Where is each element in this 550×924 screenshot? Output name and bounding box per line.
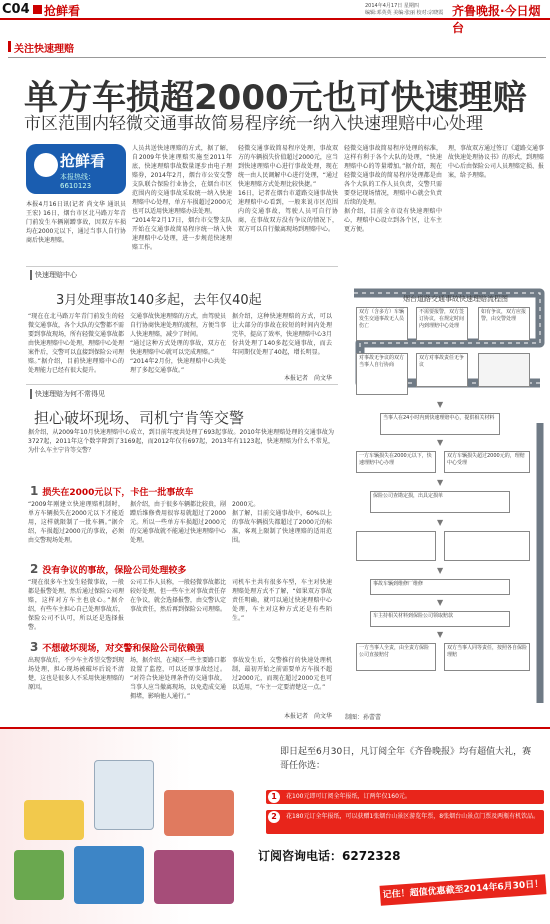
byline: 本报记者 尚文华 [283,375,332,382]
hotline-badge [26,144,126,194]
subsection-number: 3 [30,640,39,654]
flow-step: 双方当事人同等责任，按照各自保险理赔 [444,643,530,671]
section-column: 出现事故后，不少车主希望交警到现场处理，担心现场被破坏后说不清楚，这也是很多人不采用快速理赔的原因。 [28,657,124,691]
gift-image [154,850,234,904]
article-column-5: 理，事故双方通过签订《道路交通事故快速处理协议书》的形式，到理赔中心后由保险公司人员理赔定损、报案，给予理赔。 [448,145,544,179]
offer-text: 花100元即可订阅全年报纸，订两年仅160元。 [286,793,411,800]
divider [8,57,546,58]
gift-collage [14,760,244,910]
newspaper-image [94,760,154,830]
ad-phone: 订阅咨询电话：6272328 [258,849,401,863]
headline: 单方车损超2000元也可快速理赔 [24,78,527,118]
flow-step: 事故车辆到维修厂维修 [370,579,510,595]
subsection-heading [30,562,186,576]
subsection-number: 2 [30,562,39,576]
offer-number-icon: 2 [268,811,280,823]
divider [26,384,338,385]
section-name: 抢鲜看 [44,4,81,18]
badge-title: 抢鲜看 [60,152,106,170]
chart-credit: 制图：孙蕾蕾 [345,714,382,721]
section-intro: 据介绍，从2009年10月快速理赔中心成立，到目前年度共处理了693起事故。2010年快速理赔处理的交通事故为3727起，2011年这个数字降到了3169起，而2012年仅有697起，2013年有1123起，快速理赔为什么不常见，为什么车主宁肯等交警？ [28,429,334,454]
arrow-down-icon: ▼ [437,598,444,607]
section-column: 场，据介绍，在城区一些主要路口都设置了监控，可以还原事故经过。 “对符合快速处理条件的交通事故，当事人应当撤离现场，以免造成交通拥堵，影响他人通行。” [130,657,226,700]
arrow-down-icon: ▼ [437,478,444,487]
page-date: 2014年4月17日 星期四 [365,3,419,9]
flow-step: 当事人在24小时内到快速理赔中心，提供相关材料 [380,413,500,435]
gift-image [74,846,144,904]
flow-step: 对事故无争议的双方当事人自行协商 [356,353,408,395]
arrow-down-icon: ▼ [437,438,444,447]
arrow-down-icon: ▼ [437,518,444,527]
byline: 本报记者 尚文华 [283,713,332,720]
flow-step: 双方对事故责任无争议 [416,353,468,387]
article-column-4: 轻微交通事故简易程序处理的标准，这样有利于各个大队的处理，“快速理赔中心的等量增加。”据介绍，现在轻微交通事故的简易程序处理都是由各个大队的工作人员负责，交警只需要登记现场情况，理赔中心就会负责后续的处理。 据介绍，目前全市设有快速理赔中心，理赔中心设立到各个区，让车主更方便。 [344,145,442,233]
flow-step: 如有争议，双方应报警，由交警处理 [478,307,530,341]
offer-text: 花180元订全年报纸，可以获赠1张烟台山景区游览年票，8张烟台山景点门票及两瓶有机饮品。 [286,813,540,820]
section-column: 司机车主共有很多车型，车主对快速理赔处理方式不了解，“如果双方事故责任明确，就可以通过快速理赔中心处理，车主对这种方式还是有些陌生。” [232,579,332,622]
section-column: 据介绍，这种快速理赔的方式，可以让大部分的事故在较短的时间内处理完毕，提高了效率，快速理赔中心3月份共处理了140多起交通事故，而去年同期仅处理了40起，增长明显。 [232,313,332,356]
kicker-bar [8,41,11,52]
section-column: 公司工作人员称，一般轻微事故都比较好处理，但一些车主对事故责任存在争议，就会选择报警，由交警认定事故责任，然后再到保险公司理赔。 [130,579,226,613]
section-marker-icon [33,5,42,14]
section-column: 2000元。 据了解，目前交通事故中，60%以上的事故车辆损失都超过了2000元的标准，客观上限制了快速理赔的适用范围。 [232,501,332,544]
flow-step: 车主持相关材料到保险公司领取赔款 [370,611,510,627]
subsection-title: 没有争议的事故，保险公司处理较多 [42,566,187,576]
article-column-2: 人员共送快速理赔的方式，据了解，自2009年快速理赔实施至2011年底，快速理赔事故数量逐步由电子理赔券，2014年2月，烟台市公安交警支队联合保险行业协会，在烟台市区范围内的交通事故采取统一纳入快速理赔中心处理，单方车损超过2000元也可以适用快速理赔办法处理。 “2014年2月17日，烟台市交警支队开始在交通事故简易程序统一纳入快速理赔中心处理，进一步规范快速理赔工作。 [132,145,232,251]
flowchart-title: 烟台道路交通事故快速理赔流程图 [403,295,508,303]
flow-step: 一方车辆损失在2000元以下，快速理赔中心办理 [356,451,436,473]
section-tag: 快速理赔为何不常得见 [30,389,105,399]
section-column: “现在在北马路万年青门前发生的轻微交通事故，各个大队的交警都不需要到事故现场，所有轻微交通事故都由快速理赔中心处理，理赔中心处理案件后，交警可以直接到保险公司理赔。”据介绍，目前快速理赔中心的处理能力已经有很大提升。 [28,313,124,374]
subheadline: 市区范围内轻微交通事故简易程序统一纳入快速理赔中心处理 [24,114,483,134]
gift-image [164,790,234,836]
flow-step: 双方车辆损失超过2000元的，理赔中心受理 [444,451,530,473]
section-column: 据介绍，由于很多车辆都比较贵，剐蹭后维修费用很容易就超过了2000元。所以一些单方车损超过2000元的交通事故就不能通过快速理赔中心处理。 [130,501,226,544]
gift-image [14,850,64,900]
flow-step [356,531,436,561]
section-column: 交通事故快速理赔的方式，由驾驶员自行协商快速处理的流程，方便当事人快速理赔，减少了时间。 “通过这种方式处理的事故，双方在快速理赔中心就可以完成理赔。” “2014年2月份，快速理赔中心共处理了多起交通事故。” [130,313,226,374]
badge-subtitle: 本报热线：6610123 [60,173,95,190]
flow-step [478,353,530,387]
subsection-title: 不想破坏现场，对交警和保险公司依赖强 [42,644,205,654]
section-heading: 3月处理事故140多起，去年仅40起 [56,293,262,308]
ad-headline: 即日起至6月30日，凡订阅全年《齐鲁晚报》均有超值大礼，赛哥任你选： [280,747,532,771]
page-number: C04 [2,2,30,17]
flow-step: 一方当事人全责，由全责方保险公司直接赔付 [356,643,436,671]
page-editors: 编辑:邓英英 美编:张丽 校对:宗晓霞 [365,10,444,16]
subsection-heading [30,484,193,498]
ad-offer [266,790,544,804]
section-heading: 担心破坏现场、司机宁肯等交警 [34,409,245,427]
flowchart [340,283,550,725]
arrow-down-icon: ▼ [437,400,444,409]
subsection-title: 损失在2000元以下，卡住一批事故车 [42,488,194,498]
newspaper-brand: 齐鲁晚报·今日烟台 [452,4,541,35]
arrow-down-icon: ▼ [437,566,444,575]
flow-step: 不需要报警，双方签订协议，在规定时间内到理赔中心处理 [416,307,468,341]
arrow-down-icon: ▼ [437,630,444,639]
flow-step: 保险公司查勘定损，出具定损单 [370,491,510,513]
article-column-3: 轻微交通事故简易程序处理，事故双方的车辆损失价值超过2000元，应当到快速理赔中心进行事故处理，现在统一由人民调解中心进行处理，“通过快速理赔方式处理比较快捷。” 16日，记者在烟台市道路交通事故快速理赔中心看到，一般来说市区范围内的交通事故，驾驶人员可自行协商，在事故双方没有争议的情况下，双方可以自行撤离现场到理赔中心。 [238,145,338,233]
ad-offer [266,810,544,834]
subsection-number: 1 [30,484,39,498]
section-tag: 快速理赔中心 [30,270,77,280]
divider [26,266,338,267]
ad-ribbon: 记住！超值优惠截至2014年6月30日！ [380,874,547,906]
subsection-heading [30,640,204,654]
section-column: “现在很多车主发生轻微事故，一般都是报警处理，然后通过保险公司理赔，这样对方车主也放心。”据介绍，有些车主担心自己处理事故后，保险公司不认可，所以还是选择报警。 [28,579,124,631]
section-column: “2009年刚建立快速理赔机制时，单方车辆损失在2000元以下才能适用，这样就限制了一批车辆。”据介绍，车损超过2000元的事故，必须由交警现场处理。 [28,501,124,544]
kicker: 关注快速理赔 [14,44,74,55]
eye-icon [34,153,58,177]
page-meta [365,3,455,17]
section-column: 事故发生后，交警推行的快速处理机制，最初开始之前需要单方车损不超过2000元，而现在超过2000元也可以适用，“车主一定要清楚这一点。” [232,657,332,691]
flow-step: 双方（含多方）车辆发生交通事故无人员伤亡 [356,307,408,341]
article-lead: 本报4月16日讯(记者 尚文华 通讯员 王宏) 16日，烟台市区北马路万年青门前发生车辆剐蹭事故，因双方车损均在2000元以下，通过当事人自行协商后快速理赔。 [26,201,126,244]
flow-step [444,531,530,561]
offer-number-icon: 1 [268,791,280,803]
gift-image [24,800,84,840]
